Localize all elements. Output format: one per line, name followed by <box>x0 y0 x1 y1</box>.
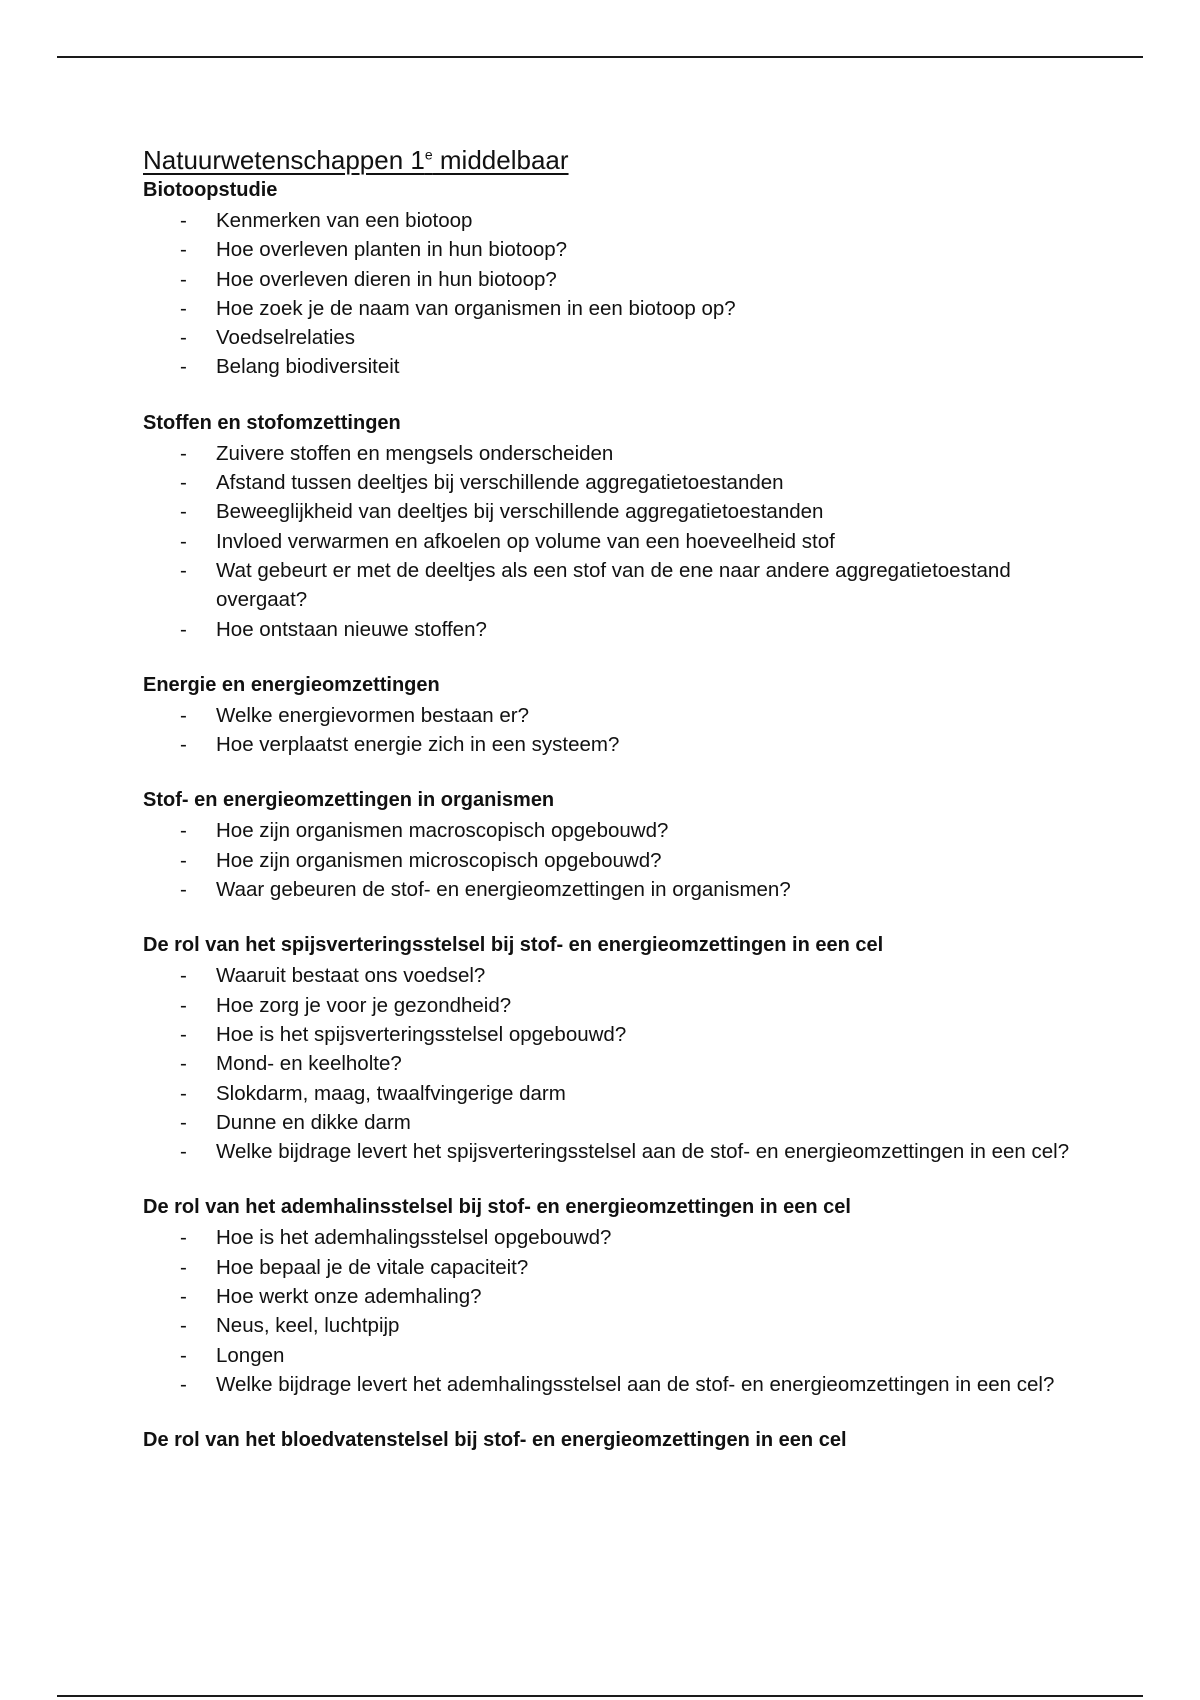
bullet-dash: - <box>180 878 187 902</box>
list-item-text: Hoe werkt onze ademhaling? <box>216 1285 482 1309</box>
bullet-dash: - <box>180 296 187 320</box>
section-heading: Stoffen en stofomzettingen <box>143 411 401 434</box>
list-item-text: Invloed verwarmen en afkoelen op volume van een hoeveelheid stof <box>216 529 835 553</box>
list-item <box>143 1020 1103 1049</box>
bullet-dash: - <box>180 733 187 757</box>
bullet-dash: - <box>180 993 187 1017</box>
section-heading: Energie en energieomzettingen <box>143 673 440 696</box>
section <box>143 177 1103 382</box>
list-item-text: Beweeglijkheid van deeltjes bij verschillende aggregatietoestanden <box>216 500 824 524</box>
list-item <box>143 235 1103 264</box>
list-item <box>143 265 1103 294</box>
list-item-text: Hoe is het ademhalingsstelsel opgebouwd? <box>216 1226 612 1250</box>
list-item <box>143 961 1103 990</box>
list-item <box>143 206 1103 235</box>
list-item <box>143 468 1103 497</box>
title-rest: middelbaar <box>432 145 569 175</box>
bullet-list <box>143 439 1103 644</box>
section <box>143 1427 1103 1454</box>
list-item <box>143 556 1103 615</box>
bullet-dash: - <box>180 964 187 988</box>
list-item <box>143 816 1103 845</box>
bullet-dash: - <box>180 238 187 262</box>
list-item <box>143 1223 1103 1252</box>
bullet-dash: - <box>180 355 187 379</box>
list-item-text: Voedselrelaties <box>216 326 356 350</box>
section-heading: Stof- en energieomzettingen in organismen <box>143 789 555 812</box>
list-item-text: Belang biodiversiteit <box>216 355 400 379</box>
bullet-dash: - <box>180 1343 187 1367</box>
list-item-text: Welke bijdrage levert het spijsverteringsstelsel aan de stof- en energieomzettingen in een cel? <box>216 1140 1070 1164</box>
list-item <box>143 497 1103 526</box>
bullet-dash: - <box>180 500 187 524</box>
bullet-list <box>143 1223 1103 1399</box>
bullet-dash: - <box>180 1022 187 1046</box>
title-superscript: e <box>424 146 433 163</box>
list-item-text: Hoe bepaal je de vitale capaciteit? <box>216 1255 529 1279</box>
section-heading: De rol van het spijsverteringsstelsel bij stof- en energieomzettingen in een cel <box>143 934 884 957</box>
list-item <box>143 991 1103 1020</box>
bullet-dash: - <box>180 1081 187 1105</box>
list-item-text: Hoe zorg je voor je gezondheid? <box>216 993 512 1017</box>
section <box>143 932 1103 1166</box>
list-item-text: Zuivere stoffen en mengsels onderscheiden <box>216 441 614 465</box>
list-item <box>143 352 1103 381</box>
list-item <box>143 1108 1103 1137</box>
bullet-dash: - <box>180 1314 187 1338</box>
document-title <box>143 143 1103 177</box>
list-item-text: Mond- en keelholte? <box>216 1052 402 1076</box>
list-item-text: Hoe overleven dieren in hun biotoop? <box>216 267 557 291</box>
list-item <box>143 701 1103 730</box>
section <box>143 410 1103 644</box>
list-item <box>143 1311 1103 1340</box>
list-item <box>143 1282 1103 1311</box>
bullet-dash: - <box>180 1285 187 1309</box>
bullet-dash: - <box>180 703 187 727</box>
list-item <box>143 1049 1103 1078</box>
footer-rule <box>57 1695 1143 1697</box>
bullet-dash: - <box>180 1226 187 1250</box>
list-item-text: Hoe zijn organismen microscopisch opgebouwd? <box>216 848 662 872</box>
section <box>143 787 1103 904</box>
list-item <box>143 323 1103 352</box>
bullet-list <box>143 701 1103 760</box>
bullet-dash: - <box>180 267 187 291</box>
bullet-dash: - <box>180 848 187 872</box>
list-item <box>143 1253 1103 1282</box>
list-item <box>143 1341 1103 1370</box>
bullet-list <box>143 961 1103 1166</box>
list-item-text: Hoe ontstaan nieuwe stoffen? <box>216 617 487 641</box>
list-item-text: Longen <box>216 1343 285 1367</box>
list-item <box>143 527 1103 556</box>
list-item <box>143 846 1103 875</box>
list-item <box>143 439 1103 468</box>
bullet-list <box>143 816 1103 904</box>
bullet-dash: - <box>180 441 187 465</box>
bullet-dash: - <box>180 1052 187 1076</box>
bullet-dash: - <box>180 617 187 641</box>
bullet-dash: - <box>180 529 187 553</box>
section-heading: De rol van het bloedvatenstelsel bij stof- en energieomzettingen in een cel <box>143 1429 847 1452</box>
list-item-text: Wat gebeurt er met de deeltjes als een stof van de ene naar andere aggregatietoestand overgaat? <box>216 558 1011 612</box>
bullet-dash: - <box>180 471 187 495</box>
list-item-text: Neus, keel, luchtpijp <box>216 1314 400 1338</box>
list-item <box>143 615 1103 644</box>
list-item <box>143 730 1103 759</box>
bullet-dash: - <box>180 1110 187 1134</box>
list-item-text: Waar gebeuren de stof- en energieomzettingen in organismen? <box>216 878 791 902</box>
bullet-dash: - <box>180 1255 187 1279</box>
section-list <box>143 177 1103 1454</box>
section <box>143 672 1103 760</box>
list-item-text: Waaruit bestaat ons voedsel? <box>216 964 486 988</box>
bullet-dash: - <box>180 326 187 350</box>
list-item-text: Welke energievormen bestaan er? <box>216 703 529 727</box>
list-item-text: Slokdarm, maag, twaalfvingerige darm <box>216 1081 566 1105</box>
header-rule <box>57 56 1143 58</box>
list-item-text: Welke bijdrage levert het ademhalingsstelsel aan de stof- en energieomzettingen in een cel? <box>216 1372 1055 1396</box>
list-item <box>143 1370 1103 1399</box>
bullet-dash: - <box>180 1372 187 1396</box>
list-item <box>143 1079 1103 1108</box>
list-item-text: Hoe zoek je de naam van organismen in een biotoop op? <box>216 296 736 320</box>
section <box>143 1194 1103 1399</box>
document-body <box>143 143 1103 1454</box>
bullet-list <box>143 206 1103 382</box>
list-item-text: Kenmerken van een biotoop <box>216 209 473 232</box>
title-main: Natuurwetenschappen 1 <box>143 145 425 175</box>
list-item <box>143 875 1103 904</box>
list-item-text: Afstand tussen deeltjes bij verschillende aggregatietoestanden <box>216 471 784 495</box>
bullet-dash: - <box>180 209 187 232</box>
bullet-dash: - <box>180 558 187 582</box>
section-heading: De rol van het ademhalinsstelsel bij stof- en energieomzettingen in een cel <box>143 1196 851 1219</box>
list-item-text: Hoe verplaatst energie zich in een systeem? <box>216 733 620 757</box>
section-heading: Biotoopstudie <box>143 179 278 201</box>
list-item-text: Hoe overleven planten in hun biotoop? <box>216 238 568 262</box>
bullet-dash: - <box>180 819 187 843</box>
list-item-text: Hoe is het spijsverteringsstelsel opgebouwd? <box>216 1022 627 1046</box>
list-item-text: Dunne en dikke darm <box>216 1110 411 1134</box>
bullet-dash: - <box>180 1140 187 1164</box>
list-item-text: Hoe zijn organismen macroscopisch opgebouwd? <box>216 819 669 843</box>
list-item <box>143 1137 1103 1166</box>
list-item <box>143 294 1103 323</box>
